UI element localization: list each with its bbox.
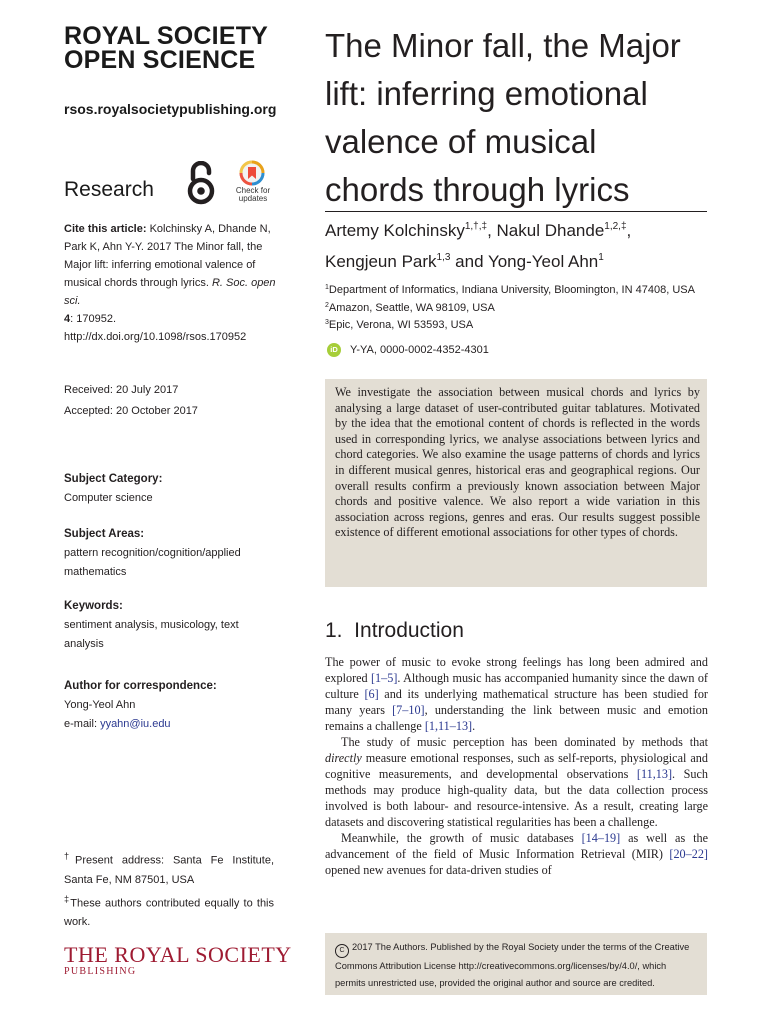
journal-logo [64, 24, 304, 72]
reference-link[interactable]: [1–5] [370, 671, 398, 685]
reference-link[interactable]: [1,11–13] [424, 719, 473, 733]
citation-block [64, 220, 279, 346]
footnote-equal-contribution [64, 890, 274, 933]
copyright-icon: C [335, 944, 349, 958]
email-label: e-mail: [64, 718, 101, 730]
affiliations [325, 282, 707, 335]
title-divider [325, 211, 707, 212]
body-text: opened new avenues for data-driven studies of [325, 863, 552, 877]
affiliation-item [325, 282, 707, 300]
keywords [64, 600, 279, 654]
affiliation-text: Epic, Verona, WI 53593, USA [328, 319, 474, 331]
body-text: . Such methods may produce high-quality data, but the data collection process involved is both labour- and resource-intensive. As a result, creating large datasets and discovering statistical regularities has been a challenge. [325, 767, 709, 829]
body-text: The study of music perception has been dominated by methods that [341, 735, 708, 749]
affiliation-number: 1 [325, 284, 329, 291]
author-name: Artemy Kolchinsky [325, 221, 465, 240]
keywords-heading: Keywords: [64, 600, 123, 612]
cite-doi-link[interactable]: http://dx.doi.org/10.1098/rsos.170952 [64, 331, 247, 343]
cite-volume: 4 [64, 313, 71, 325]
journal-name-line1: ROYAL SOCIETY [64, 22, 269, 50]
section-heading-introduction: 1. Introduction [325, 619, 464, 642]
correspondence-name: Yong-Yeol Ahn [64, 699, 136, 711]
abstract-box [325, 379, 707, 587]
license-text: 2017 The Authors. Published by the Royal Society under the terms of the Creative Commons Attribution License http://creativecommons.org/licenses/by/4.0/, which permits unrestricted use, provided the original author and source are credited. [335, 942, 690, 988]
affiliation-item [325, 317, 707, 335]
body-text: and its underlying mathematical structure has been studied for many years [325, 687, 708, 717]
footnote-present-text: Present address: Santa Fe Institute, Santa Fe, NM 87501, USA [64, 854, 275, 886]
intro-paragraph [325, 654, 708, 734]
subject-areas-value: pattern recognition/cognition/applied mathematics [64, 547, 241, 578]
publisher-subtitle: PUBLISHING [64, 966, 137, 977]
check-for-updates-icon [239, 160, 265, 186]
subject-areas [64, 528, 279, 582]
affiliation-item [325, 300, 707, 318]
author-list [325, 215, 707, 277]
author-affiliation-marks: 1,†,‡ [464, 221, 488, 232]
keywords-value: sentiment analysis, musicology, text analysis [64, 619, 239, 650]
body-text: . [472, 719, 476, 733]
open-access-icon [186, 161, 216, 205]
cite-text: Kolchinsky A, Dhande N, Park K, Ahn Y-Y. 2017 The Minor fall, the Major lift: inferring emotional valence of musical chords through lyrics. [64, 223, 271, 289]
orcid-icon: iD [327, 343, 341, 357]
body-text: The power of music to evoke strong feelings has long been admired and explored [325, 655, 708, 685]
article-dates [64, 380, 198, 422]
journal-name-line2: OPEN SCIENCE [64, 46, 256, 74]
author-name: Kengjeun Park [325, 252, 437, 271]
reference-link[interactable]: [14–19] [581, 831, 621, 845]
reference-link[interactable]: [7–10] [392, 703, 425, 717]
received-date: Received: 20 July 2017 [64, 384, 179, 396]
affiliation-text: Department of Informatics, Indiana University, Bloomington, IN 47408, USA [328, 284, 695, 296]
author-separator: , [487, 221, 497, 240]
intro-paragraph [325, 734, 708, 830]
affiliation-number: 2 [325, 301, 329, 309]
license-box [325, 933, 707, 995]
introduction-body [325, 654, 708, 878]
correspondence-heading: Author for correspondence: [64, 680, 217, 692]
reference-link[interactable]: [6] [364, 687, 379, 701]
correspondence [64, 680, 279, 734]
author-affiliation-marks: 1,3 [436, 252, 451, 263]
reference-link[interactable]: [20–22] [669, 847, 708, 861]
correspondence-email-line [64, 715, 279, 734]
reference-link[interactable]: [11,13] [636, 767, 673, 781]
affiliation-text: Amazon, Seattle, WA 98109, USA [328, 301, 495, 314]
subject-category-heading: Subject Category: [64, 473, 163, 485]
cite-article-number: : 170952. [70, 313, 116, 325]
dagger-mark: † [64, 851, 75, 861]
author-separator: and [450, 252, 488, 271]
author-affiliation-marks: 1 [598, 252, 604, 263]
publisher-logo [64, 944, 292, 978]
subject-areas-heading: Subject Areas: [64, 528, 145, 540]
subject-category-value: Computer science [64, 492, 153, 504]
author-name: Yong-Yeol Ahn [487, 252, 599, 271]
author-separator: , [626, 221, 632, 240]
article-title: The Minor fall, the Major lift: inferring emotional valence of musical chords through lyrics [325, 27, 681, 208]
check-for-updates-label: Check for updates [235, 186, 271, 203]
intro-paragraph [325, 830, 708, 878]
check-for-updates-button[interactable] [228, 160, 278, 206]
cite-label: Cite this article: [64, 223, 147, 235]
footnote-equal-text: These authors contributed equally to this work. [64, 897, 275, 929]
double-dagger-mark: ‡ [64, 893, 71, 904]
body-text: as well as the advancement of the field of Music Information Retrieval (MIR) [325, 831, 708, 861]
body-text: measure emotional responses, such as self-reports, physiological and cognitive measurements, and developmental observations [325, 751, 708, 781]
journal-website-link[interactable]: rsos.royalsocietypublishing.org [64, 101, 277, 117]
footnotes [64, 847, 274, 932]
emphasis-text: directly [325, 751, 362, 765]
author-name: Nakul Dhande [496, 221, 605, 240]
publisher-name: THE ROYAL SOCIETY [64, 942, 292, 967]
email-link[interactable]: yyahn@iu.edu [100, 718, 171, 730]
body-text: , understanding the link between music and emotion remains a challenge [325, 703, 708, 733]
cite-journal: R. Soc. open sci. [64, 277, 276, 307]
abstract-text: We investigate the association between musical chords and lyrics by analysing a large dataset of user-contributed guitar tablatures. Motivated by the idea that the emotional content of chords is reflected in the words used in corresponding lyrics, we analyse associations between lyrics and chord categories. We also examine the usage patterns of chords and lyrics in different musical genres, historical eras and geographical regions. Our overall results confirm a previously known association between Major chords and positive valence. We also report a wide variation in this association across regions, genres and eras. Our results suggest possible existence of different emotional associations for other types of chords. [335, 385, 700, 540]
footnote-present-address [64, 847, 274, 890]
body-text: . Although music has accompanied humanity since the dawn of culture [325, 671, 708, 701]
orcid-text: Y-YA, 0000-0002-4352-4301 [350, 344, 489, 356]
orcid-link[interactable] [325, 342, 489, 358]
affiliation-number: 3 [325, 319, 329, 326]
author-affiliation-marks: 1,2,‡ [604, 221, 627, 232]
subject-category [64, 473, 279, 508]
article-type: Research [64, 178, 154, 201]
accepted-date: Accepted: 20 October 2017 [64, 405, 198, 417]
body-text: Meanwhile, the growth of music databases [341, 831, 582, 845]
